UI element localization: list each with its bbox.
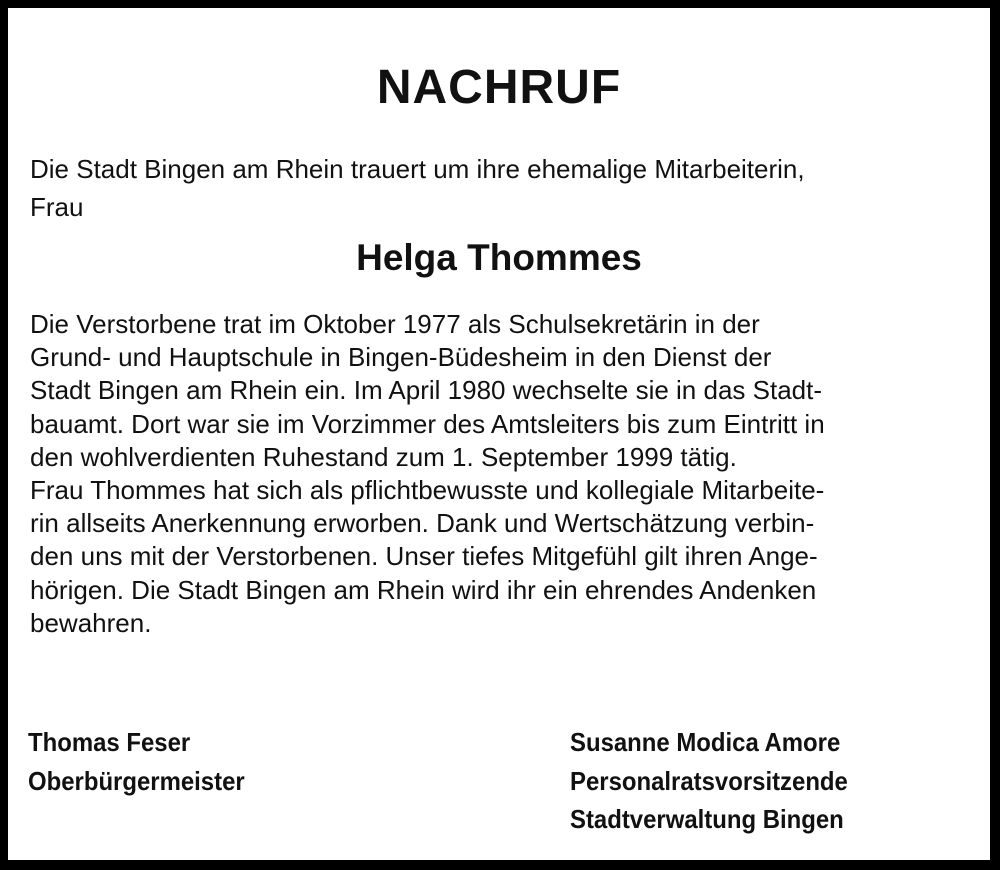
intro-line: Die Stadt Bingen am Rhein trauert um ihre ehemalige Mitarbeiterin, <box>30 154 805 184</box>
body-line: Grund- und Hauptschule in Bingen-Büdesheim in den Dienst der <box>30 342 772 373</box>
signatory-name: Susanne Modica Amore <box>570 727 841 757</box>
signatory-role: Personalratsvorsitzende <box>570 765 848 796</box>
body-line: den wohlverdienten Ruhestand zum 1. September 1999 tätig. <box>30 441 737 472</box>
notice-paper <box>8 8 990 860</box>
body-line: Die Verstorbene trat im Oktober 1977 als Schulsekretärin in der <box>30 309 760 339</box>
body-line: bewahren. <box>30 607 152 638</box>
body-line: rin allseits Anerkennung erworben. Dank und Wertschätzung verbin- <box>30 508 815 539</box>
deceased-name: Helga Thommes <box>356 237 642 278</box>
signatory-name: Thomas Feser <box>28 727 191 757</box>
signatory-mayor <box>28 723 245 800</box>
notice-title: NACHRUF <box>376 61 622 114</box>
signatory-staff-council <box>570 723 848 839</box>
intro-line: Frau <box>30 192 84 222</box>
body-line: Frau Thommes hat sich als pflichtbewusste und kollegiale Mitarbeite- <box>30 475 825 506</box>
notice-body <box>30 308 990 640</box>
body-line: bauamt. Dort war sie im Vorzimmer des Amtsleiters bis zum Eintritt in <box>30 408 825 439</box>
body-line: hörigen. Die Stadt Bingen am Rhein wird ihr ein ehrendes Andenken <box>30 574 817 605</box>
signatory-organization: Stadtverwaltung Bingen <box>570 804 844 834</box>
body-line: Stadt Bingen am Rhein ein. Im April 1980 wechselte sie in das Stadt- <box>30 375 822 406</box>
intro-text <box>30 150 970 226</box>
body-line: den uns mit der Verstorbenen. Unser tiefes Mitgefühl gilt ihren Ange- <box>30 541 818 572</box>
signatory-role: Oberbürgermeister <box>28 765 245 796</box>
